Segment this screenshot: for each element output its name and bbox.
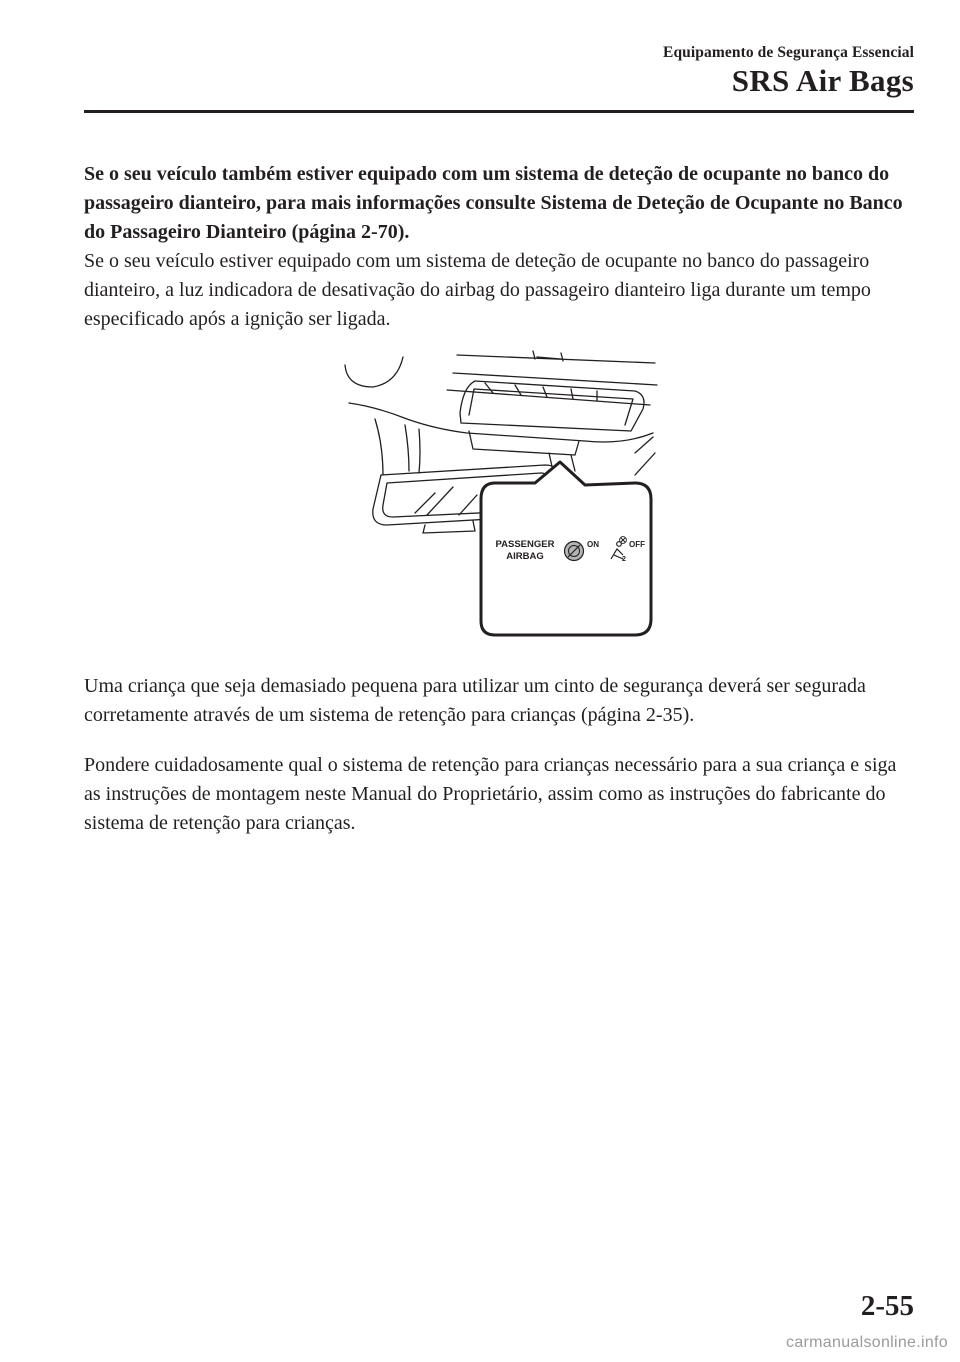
label-on: ON [587,540,599,549]
chapter-title: SRS Air Bags [731,63,914,98]
label-off-number: 2 [622,556,626,563]
header-divider [84,110,914,113]
main-text [84,160,916,334]
label-passenger: PASSENGER [495,539,555,550]
illustration-passenger-airbag-indicator [335,345,665,640]
dashboard-mirror-drawing [335,345,665,640]
airbag-on-indicator-icon [565,542,584,561]
paragraph-child-restraint [84,672,916,730]
running-header [663,44,914,99]
paragraph-consider: Pondere cuidadosamente qual o sistema de retenção para crianças necessário para a sua criança e siga as instruções de montagem neste Manual do Proprietário, assim como as instruções do fabricante do sistema de retenção para crianças. [84,754,897,834]
paragraph-child-size: Uma criança que seja demasiado pequena para utilizar um cinto de segurança deverá ser segurada corretamente através de um sistema de retenção para crianças (página 2-35). [84,675,866,726]
page-number: 2-55 [860,1290,914,1322]
paragraph-indicator: Se o seu veículo estiver equipado com um sistema de deteção de ocupante no banco do passageiro dianteiro, a luz indicadora de desativação do airbag do passageiro dianteiro liga durante um tempo especificado após a ignição ser ligada. [84,250,871,330]
paragraph-installation [84,751,916,838]
watermark-text: carmanualsonline.info [786,1334,948,1351]
bold-note: Se o seu veículo também estiver equipado com um sistema de deteção de ocupante no banco do passageiro dianteiro, para mais informações consulte Sistema de Deteção de Ocupante no Banco do Passageiro Dianteiro (página 2-70). [84,163,903,243]
label-off: OFF [629,540,645,549]
section-title: Equipamento de Segurança Essencial [663,44,914,61]
label-airbag: AIRBAG [506,551,544,562]
